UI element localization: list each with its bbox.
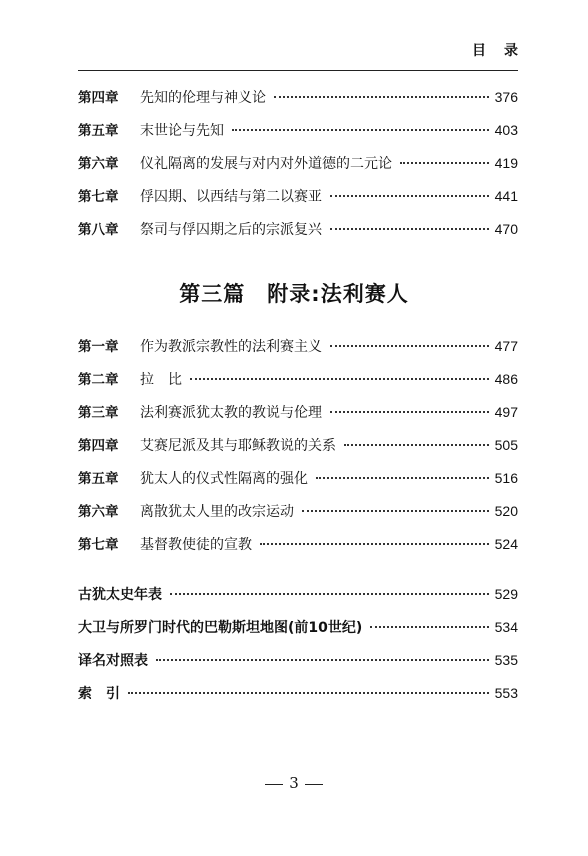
toc-entry xyxy=(78,152,518,185)
chapter-label: 第七章 xyxy=(78,537,119,553)
toc-entry xyxy=(78,218,518,251)
chapter-label: 第一章 xyxy=(78,339,119,355)
toc-entry xyxy=(78,500,518,533)
toc-appendix xyxy=(78,584,518,716)
dot-leader xyxy=(344,444,489,446)
entry-page-number: 505 xyxy=(494,437,518,453)
footer-dash-left xyxy=(265,784,283,785)
toc-entry xyxy=(78,533,518,566)
toc-entry xyxy=(78,86,518,119)
toc-entry xyxy=(78,119,518,152)
entry-title: 索 引 xyxy=(78,686,120,702)
entry-title: 末世论与先知 xyxy=(140,123,224,139)
toc-entry xyxy=(78,683,518,716)
toc-section-a xyxy=(78,86,518,251)
entry-title: 犹太人的仪式性隔离的强化 xyxy=(140,471,308,487)
entry-page-number: 520 xyxy=(494,503,518,519)
entry-page-number: 419 xyxy=(494,155,518,171)
entry-page-number: 524 xyxy=(494,536,518,552)
dot-leader xyxy=(330,228,489,230)
part-label: 第三篇 xyxy=(179,282,246,306)
entry-title: 大卫与所罗门时代的巴勒斯坦地图(前10世纪) xyxy=(78,620,363,636)
chapter-label: 第六章 xyxy=(78,504,119,520)
entry-title: 离散犹太人里的改宗运动 xyxy=(140,504,294,520)
part-heading xyxy=(0,278,588,308)
chapter-label: 第四章 xyxy=(78,90,119,106)
entry-page-number: 529 xyxy=(494,586,518,602)
entry-title: 古犹太史年表 xyxy=(78,587,162,603)
entry-page-number: 403 xyxy=(494,122,518,138)
dot-leader xyxy=(316,477,489,479)
entry-page-number: 470 xyxy=(494,221,518,237)
part-name: 附录:法利赛人 xyxy=(267,282,409,306)
entry-title: 译名对照表 xyxy=(78,653,148,669)
chapter-label: 第四章 xyxy=(78,438,119,454)
dot-leader xyxy=(400,162,489,164)
page-footer xyxy=(0,774,588,792)
toc-entry xyxy=(78,584,518,617)
chapter-label: 第二章 xyxy=(78,372,119,388)
entry-title: 祭司与俘囚期之后的宗派复兴 xyxy=(140,222,322,238)
dot-leader xyxy=(190,378,489,380)
dot-leader xyxy=(128,692,489,694)
entry-title: 作为教派宗教性的法利赛主义 xyxy=(140,339,322,355)
dot-leader xyxy=(370,626,488,628)
entry-title: 先知的伦理与神义论 xyxy=(140,90,266,106)
toc-entry xyxy=(78,368,518,401)
entry-page-number: 534 xyxy=(494,619,518,635)
header-title: 目录 xyxy=(472,43,536,59)
entry-title: 拉 比 xyxy=(140,372,182,388)
dot-leader xyxy=(330,195,489,197)
chapter-label: 第五章 xyxy=(78,123,119,139)
dot-leader xyxy=(232,129,489,131)
running-header xyxy=(78,38,536,71)
chapter-label: 第六章 xyxy=(78,156,119,172)
entry-title: 艾赛尼派及其与耶稣教说的关系 xyxy=(140,438,336,454)
toc-entry xyxy=(78,434,518,467)
dot-leader xyxy=(302,510,489,512)
chapter-label: 第五章 xyxy=(78,471,119,487)
toc-entry xyxy=(78,335,518,368)
toc-entry xyxy=(78,467,518,500)
entry-page-number: 497 xyxy=(494,404,518,420)
entry-title: 基督教使徒的宣教 xyxy=(140,537,252,553)
entry-page-number: 376 xyxy=(494,89,518,105)
dot-leader xyxy=(330,411,489,413)
entry-page-number: 516 xyxy=(494,470,518,486)
entry-page-number: 486 xyxy=(494,371,518,387)
toc-entry xyxy=(78,650,518,683)
entry-page-number: 441 xyxy=(494,188,518,204)
entry-page-number: 553 xyxy=(494,685,518,701)
entry-page-number: 535 xyxy=(494,652,518,668)
dot-leader xyxy=(170,593,489,595)
dot-leader xyxy=(330,345,489,347)
dot-leader xyxy=(156,659,489,661)
dot-leader xyxy=(260,543,489,545)
entry-title: 法利赛派犹太教的教说与伦理 xyxy=(140,405,322,421)
chapter-label: 第七章 xyxy=(78,189,119,205)
entry-title: 俘囚期、以西结与第二以赛亚 xyxy=(140,189,322,205)
entry-title: 仪礼隔离的发展与对内对外道德的二元论 xyxy=(140,156,392,172)
entry-page-number: 477 xyxy=(494,338,518,354)
footer-dash-right xyxy=(305,784,323,785)
chapter-label: 第八章 xyxy=(78,222,119,238)
toc-entry xyxy=(78,617,518,650)
dot-leader xyxy=(274,96,489,98)
toc-section-b xyxy=(78,335,518,566)
page-number: 3 xyxy=(289,774,299,792)
chapter-label: 第三章 xyxy=(78,405,119,421)
toc-entry xyxy=(78,185,518,218)
toc-entry xyxy=(78,401,518,434)
